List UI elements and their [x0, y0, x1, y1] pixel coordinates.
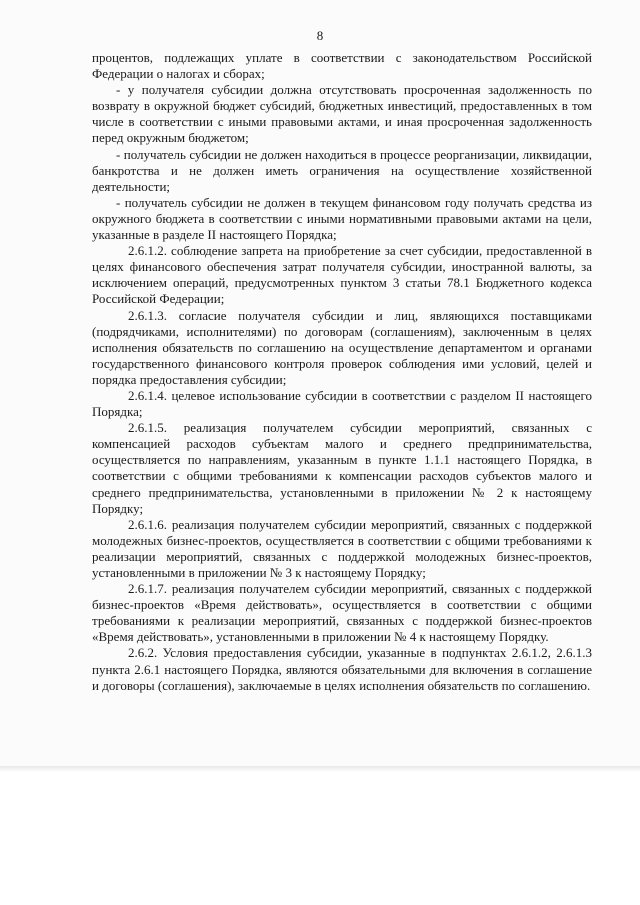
paragraph-2-6-2: 2.6.2. Условия предоставления субсидии, указанные в подпунктах 2.6.1.2, 2.6.1.3 пункта 2.6.1 настоящего Порядка, являются обязательными для включения в соглашение и договоры (соглашения), заключаемые в целях исполнения обязательств по соглашению. — [92, 645, 592, 693]
page-edge-shadow — [0, 766, 640, 772]
paragraph-2-6-1-2: 2.6.1.2. соблюдение запрета на приобретение за счет субсидии, предоставленной в целях финансового обеспечения затрат получателя субсидии, иностранной валюты, за исключением операций, предусмотренных пунктом 3 статьи 78.1 Бюджетного кодекса Российской Федерации; — [92, 243, 592, 307]
paragraph-2-6-1-3: 2.6.1.3. согласие получателя субсидии и лиц, являющихся поставщиками (подрядчиками, исполнителями) по договорам (соглашениям), заключенным в целях исполнения обязательств по соглашению на осуществление департаментом и органами государственного финансового контроля проверок соблюдения ими условий, целей и порядка предоставления субсидии; — [92, 307, 592, 387]
paragraph-2-6-1-6: 2.6.1.6. реализация получателем субсидии мероприятий, связанных с поддержкой молодежных бизнес-проектов, осуществляется в соответствии с общими требованиями к реализации мероприятий, связанных с поддержкой молодежных бизнес-проектов, установленными в приложении № 3 к настоящему Порядку; — [92, 516, 592, 580]
paragraph-2-6-1-5: 2.6.1.5. реализация получателем субсидии мероприятий, связанных с компенсацией расходов субъектам малого и среднего предпринимательства, осуществляется по направлениям, указанным в пункте 1.1.1 настоящего Порядка, в соответствии с общими требованиями к компенсации расходов субъектов малого и среднего предпринимательства, установленными в приложении № 2 к настоящему Порядку; — [92, 420, 592, 516]
document-body — [92, 50, 592, 694]
paragraph-no-other-funds: - получатель субсидии не должен в текущем финансовом году получать средства из окружного бюджета в соответствии с иными нормативными правовыми актами на цели, указанные в разделе II настоящего Порядка; — [92, 194, 592, 243]
paragraph-no-reorganization: - получатель субсидии не должен находиться в процессе реорганизации, ликвидации, банкротства и не должен иметь ограничения на осуществление хозяйственной деятельности; — [92, 146, 592, 194]
paragraph-no-overdue-debt: - у получателя субсидии должна отсутствовать просроченная задолженность по возврату в окружной бюджет субсидий, бюджетных инвестиций, предоставленных в том числе в соответствии с иными правовыми актами, и иная просроченная задолженность перед окружным бюджетом; — [92, 82, 592, 146]
paragraph-2-6-1-4: 2.6.1.4. целевое использование субсидии в соответствии с разделом II настоящего Порядка; — [92, 387, 592, 420]
paragraph-continuation: процентов, подлежащих уплате в соответствии с законодательством Российской Федерации о налогах и сборах; — [92, 50, 592, 82]
paragraph-2-6-1-7: 2.6.1.7. реализация получателем субсидии мероприятий, связанных с поддержкой бизнес-проектов «Время действовать», осуществляется в соответствии с общими требованиями к реализации мероприятий, связанных с поддержкой бизнес-проектов «Время действовать», установленными в приложении № 4 к настоящему Порядку. — [92, 581, 592, 645]
page-number: 8 — [316, 28, 324, 43]
